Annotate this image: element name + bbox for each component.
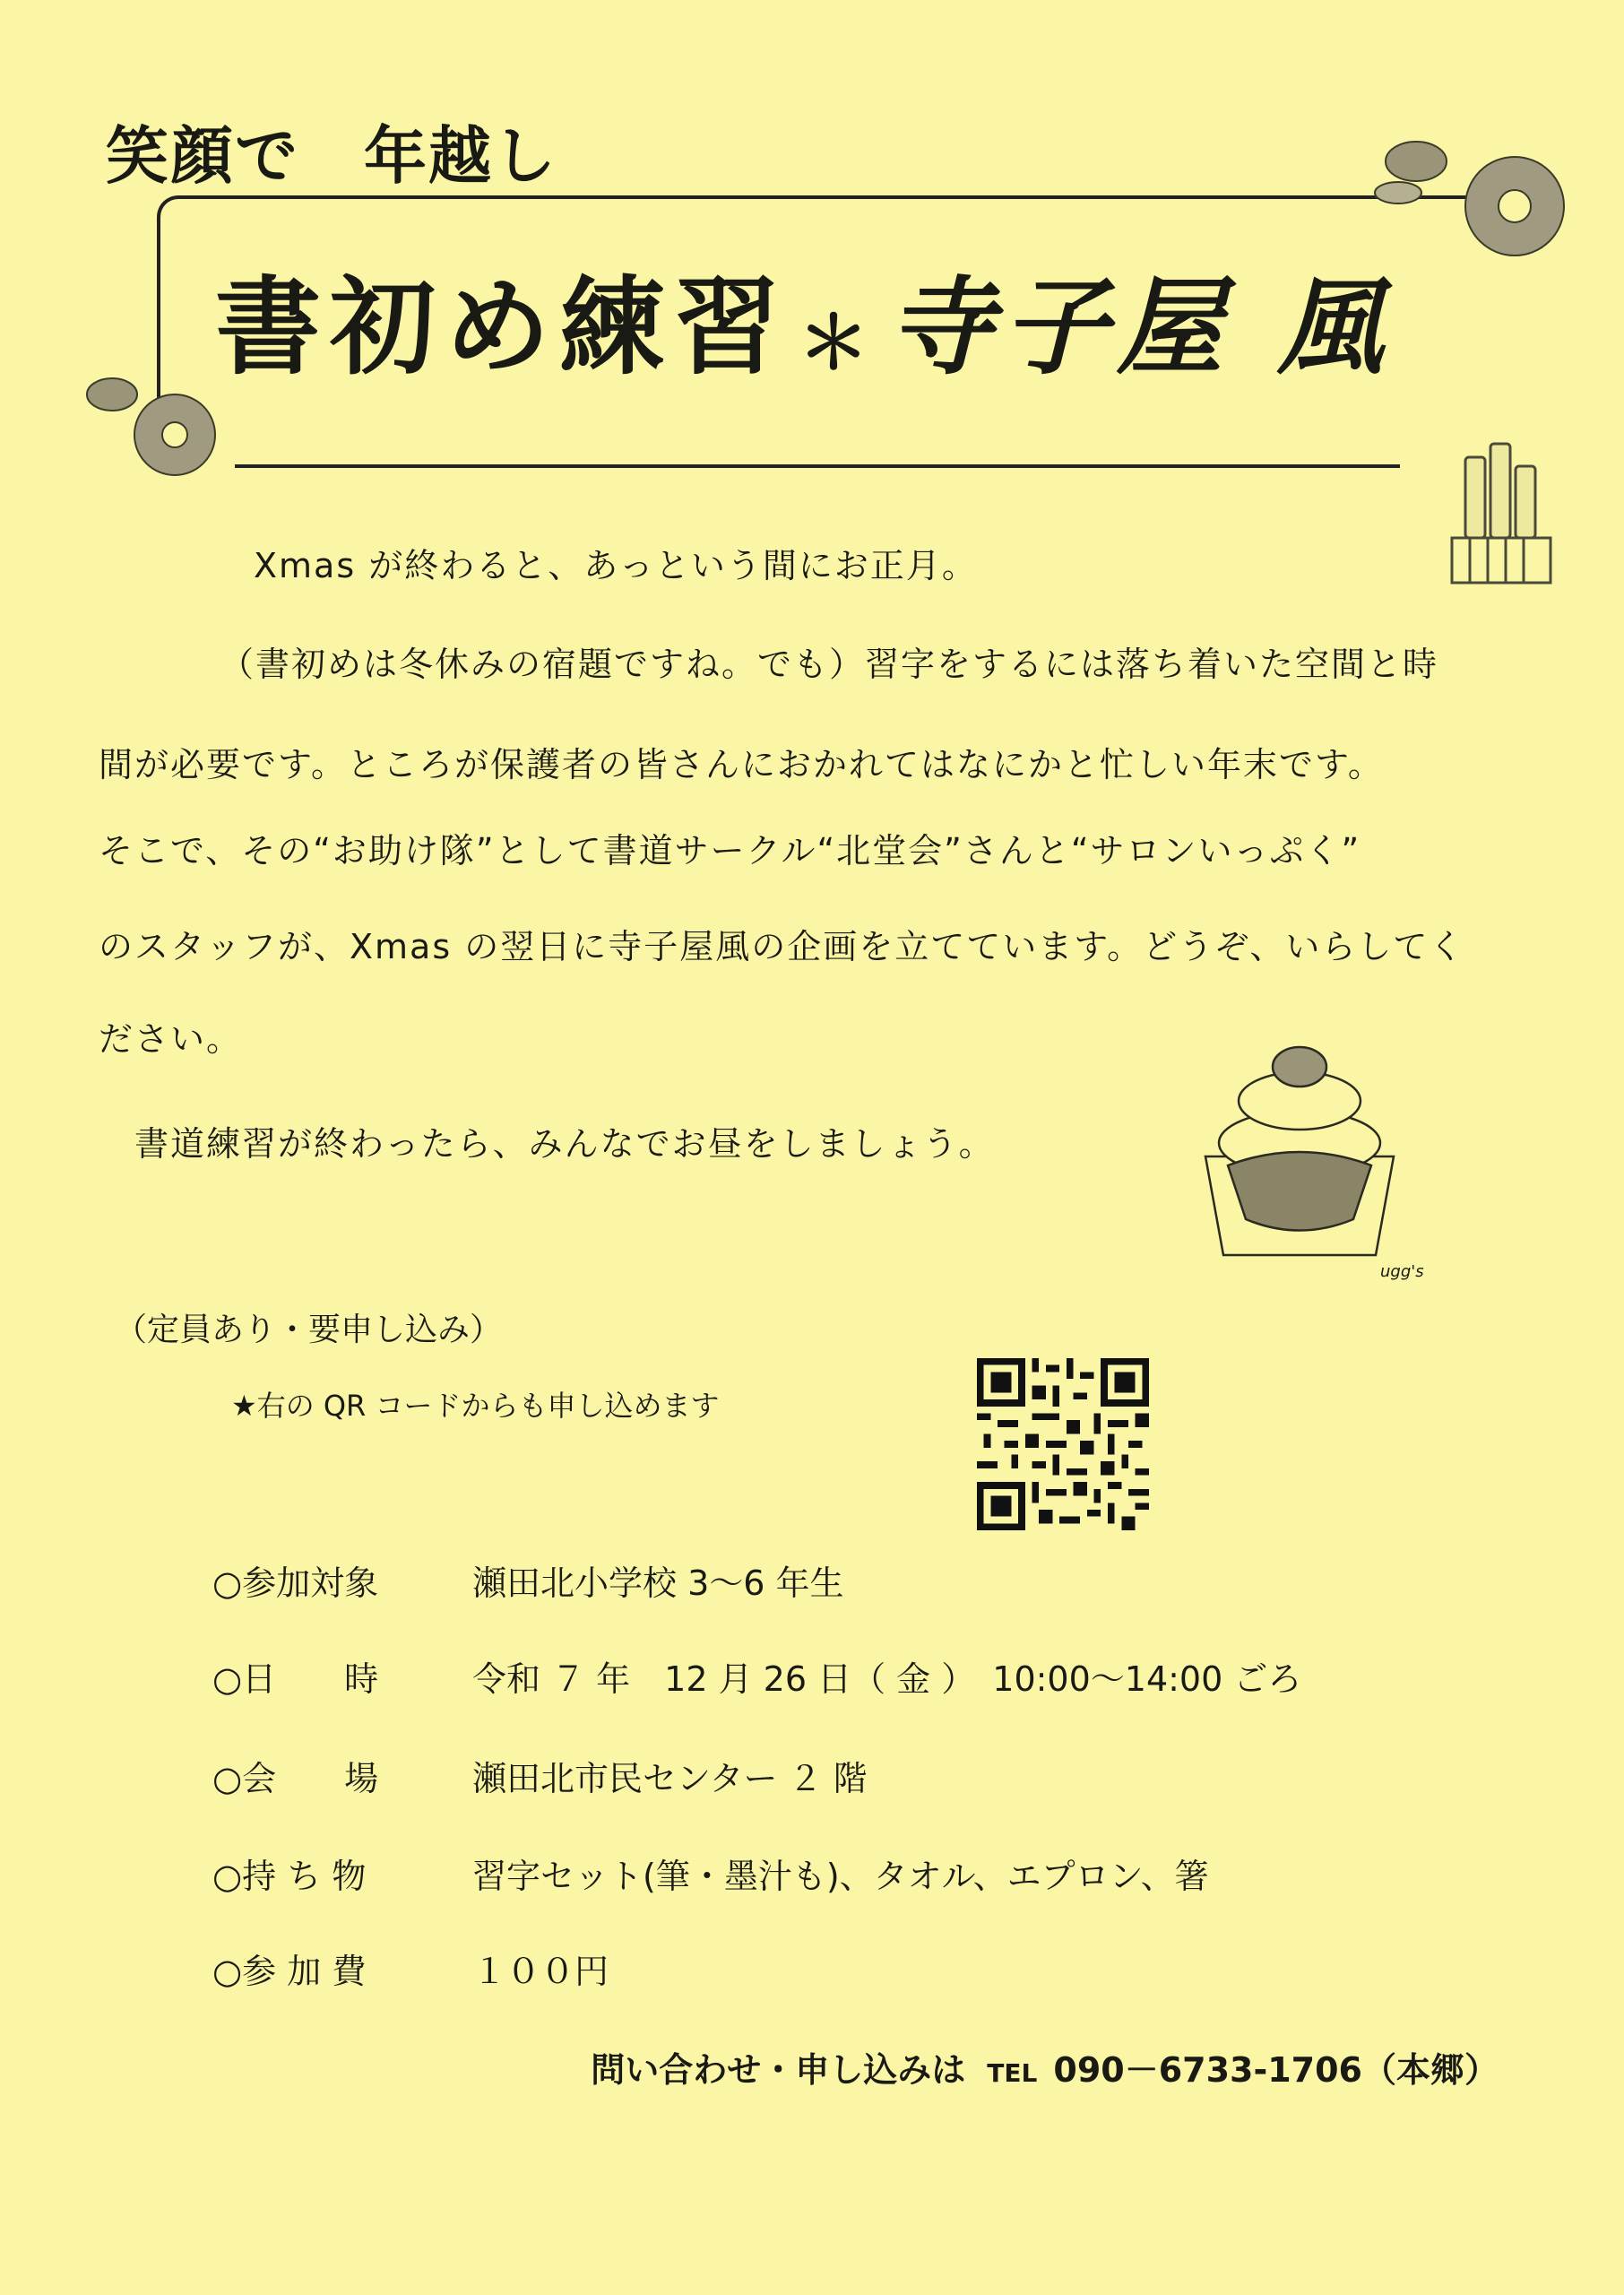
illustration-signature: ugg's bbox=[1380, 1262, 1424, 1281]
title-sub: 寺子屋 風 bbox=[887, 264, 1393, 389]
kicker-text: 笑顔で 年越し bbox=[106, 119, 557, 193]
intro-line-2: （書初めは冬休みの宿題ですね。でも）習字をするには落ち着いた空間と時 bbox=[220, 645, 1439, 684]
title-main: 書初め練習 bbox=[215, 264, 790, 389]
detail-row-datetime bbox=[212, 1651, 1301, 1701]
detail-row-fee bbox=[212, 1944, 609, 1993]
intro-line-7: 書道練習が終わったら、みんなでお昼をしましょう。 bbox=[134, 1124, 995, 1164]
tel-label: TEL bbox=[987, 2058, 1038, 2088]
detail-value: １００円 bbox=[472, 1952, 609, 1991]
detail-label: ○日 時 bbox=[212, 1659, 379, 1699]
intro-line-3: 間が必要です。ところが保護者の皆さんにおかれてはなにかと忙しい年末です。 bbox=[99, 745, 1384, 784]
detail-label: ○持 ち 物 bbox=[212, 1857, 367, 1896]
camellia-icon bbox=[1362, 126, 1586, 269]
intro-line-1: Xmas が終わると、あっという間にお正月。 bbox=[254, 546, 978, 585]
detail-label: ○参加対象 bbox=[212, 1563, 379, 1603]
detail-value: 瀬田北小学校 3～6 年生 bbox=[472, 1563, 844, 1603]
kagami-mochi-icon bbox=[1188, 1031, 1421, 1264]
detail-row-venue bbox=[212, 1751, 868, 1800]
contact-line bbox=[591, 2042, 1499, 2091]
detail-value: 瀬田北市民センター ２ 階 bbox=[472, 1759, 868, 1798]
detail-row-target bbox=[212, 1555, 844, 1605]
kadomatsu-icon bbox=[1438, 439, 1564, 592]
qr-note: ★右の QR コードからも申し込めます bbox=[231, 1389, 720, 1423]
contact-prefix: 問い合わせ・申し込みは bbox=[591, 2050, 966, 2090]
detail-label: ○会 場 bbox=[212, 1759, 379, 1798]
detail-value: 習字セット(筆・墨汁も)、タオル、エプロン、箸 bbox=[472, 1857, 1209, 1896]
capacity-note: （定員あり・要申し込み） bbox=[115, 1312, 503, 1348]
qr-code-icon[interactable] bbox=[977, 1358, 1149, 1530]
camellia-icon bbox=[76, 363, 238, 489]
phone-number[interactable]: 090－6733-1706（本郷） bbox=[1053, 2050, 1499, 2090]
detail-row-items bbox=[212, 1849, 1209, 1898]
detail-label: ○参 加 費 bbox=[212, 1952, 367, 1991]
intro-line-6: ださい。 bbox=[99, 1019, 243, 1059]
intro-line-4: そこで、その“お助け隊”として書道サークル“北堂会”さんと“サロンいっぷく” bbox=[99, 831, 1361, 870]
title-star: ＊ bbox=[798, 300, 879, 385]
title-rule bbox=[235, 464, 1400, 468]
intro-line-5: のスタッフが、Xmas の翌日に寺子屋風の企画を立てています。どうぞ、いらしてく bbox=[99, 927, 1465, 966]
detail-value: 令和 ７ 年 12 月 26 日（ 金 ） 10:00～14:00 ごろ bbox=[472, 1659, 1302, 1699]
page-title bbox=[215, 242, 1392, 394]
